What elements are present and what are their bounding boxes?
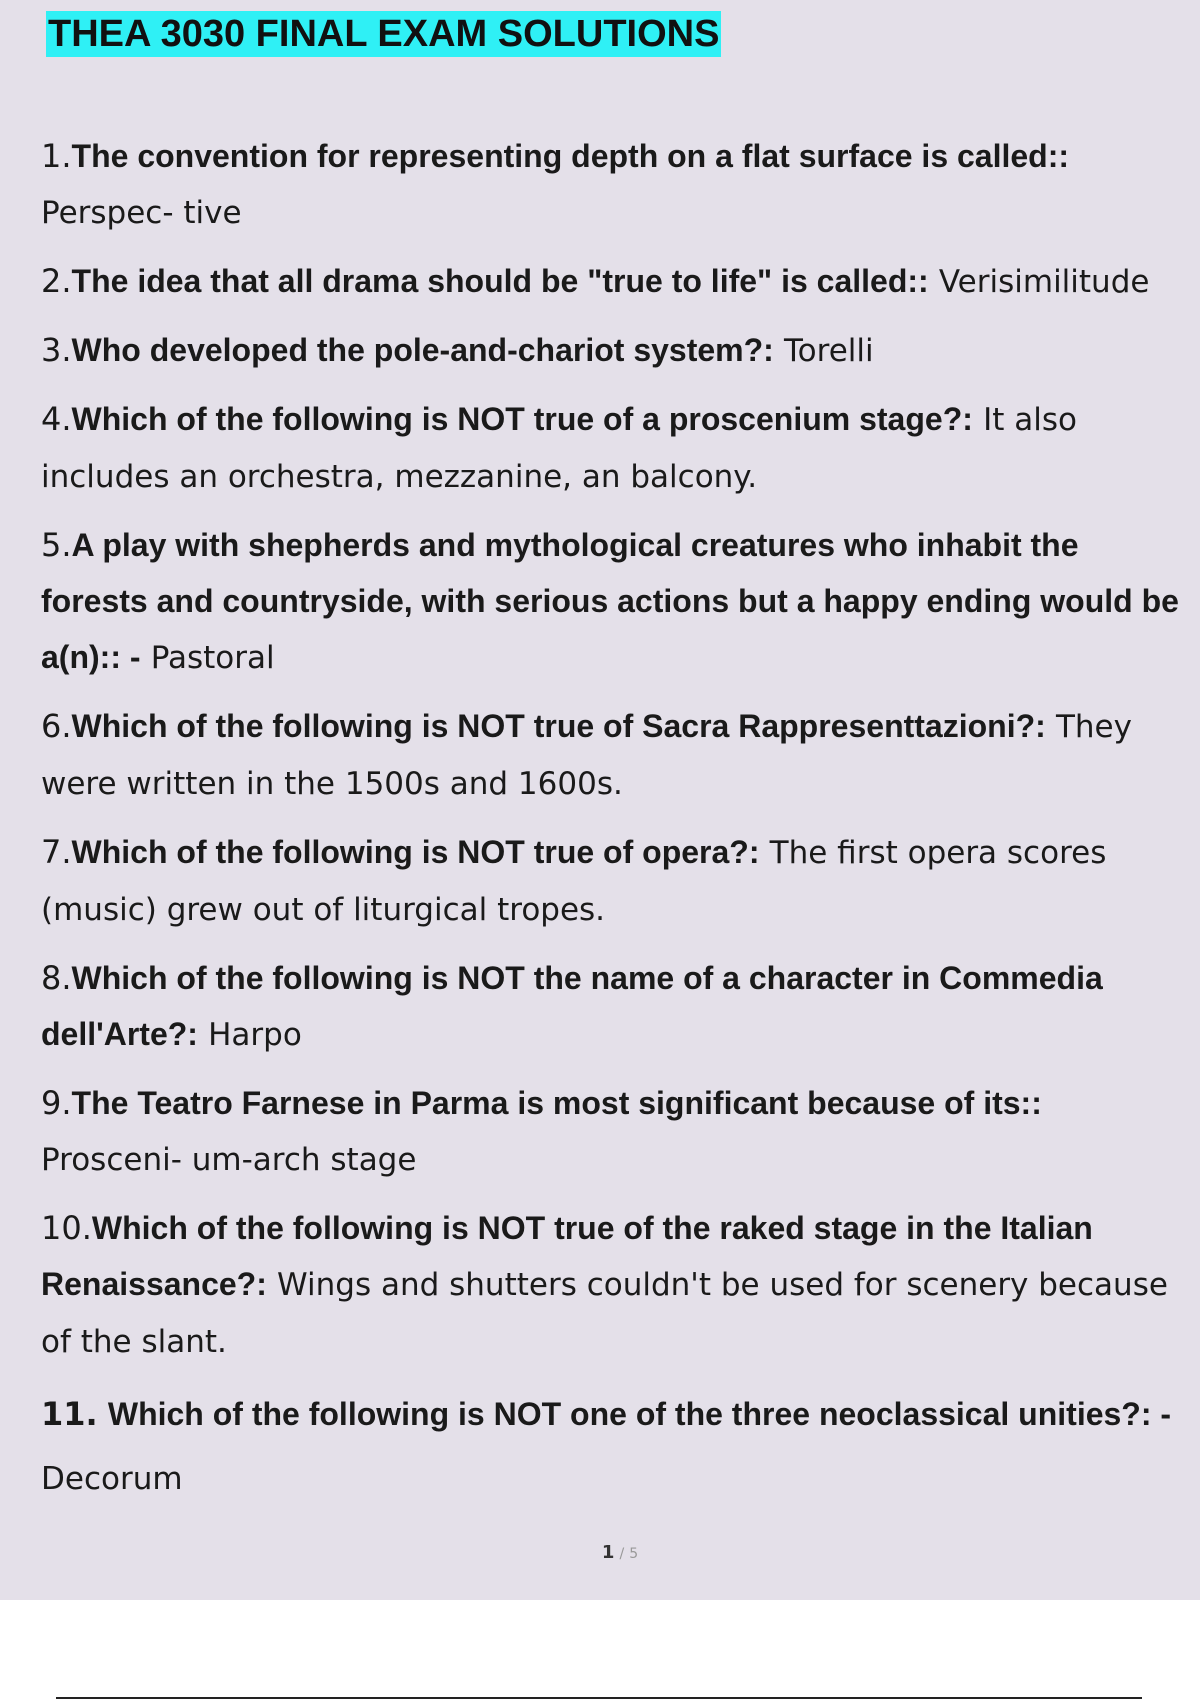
list-item: [41, 950, 1191, 1063]
answer-text: Pastoral: [150, 640, 275, 676]
list-item: [41, 824, 1191, 938]
page-divider-line: [56, 1697, 1142, 1699]
question-number: 6.: [41, 707, 72, 745]
question-number: 4.: [41, 400, 72, 438]
question-number: 3.: [41, 331, 72, 369]
current-page-number: 1: [601, 1542, 615, 1563]
page-separator: /: [619, 1546, 625, 1562]
answer-text: Harpo: [208, 1017, 302, 1053]
question-text: Who developed the pole-and-chariot system?:: [71, 332, 774, 368]
document-title: THEA 3030 FINAL EXAM SOLUTIONS: [48, 13, 720, 55]
question-text: A play with shepherds and mythological creatures who inhabit the forests and countryside, with serious actions but a happy ending would be a(n):: -: [41, 527, 1179, 675]
list-item: [41, 1075, 1191, 1188]
question-number: 9.: [41, 1084, 72, 1122]
question-text: The Teatro Farnese in Parma is most significant because of its::: [71, 1085, 1042, 1121]
question-text: Which of the following is NOT true of a proscenium stage?:: [71, 401, 973, 437]
answer-text: Wings and shutters couldn't be used for scenery because of the slant.: [41, 1267, 1168, 1360]
question-text: The convention for representing depth on a flat surface is called::: [71, 138, 1070, 174]
list-item: [41, 322, 1191, 379]
answer-text: Verisimilitude: [938, 264, 1150, 300]
question-text: The idea that all drama should be "true to life" is called::: [71, 263, 929, 299]
list-item: [41, 253, 1191, 310]
question-number: 11.: [41, 1395, 98, 1433]
question-number: 7.: [41, 833, 72, 871]
question-text: Which of the following is NOT true of opera?:: [71, 834, 760, 870]
question-list: [41, 128, 1191, 1523]
question-number: 8.: [41, 959, 72, 997]
question-text: Which of the following is NOT one of the three neoclassical unities?: -: [107, 1396, 1172, 1432]
question-number: 10.: [41, 1209, 92, 1247]
answer-text: Prosceni- um-arch stage: [41, 1142, 417, 1178]
total-pages: 5: [629, 1546, 639, 1562]
answer-text: Decorum: [41, 1461, 183, 1497]
list-item: [41, 391, 1191, 505]
list-item: [41, 517, 1191, 686]
question-text: Which of the following is NOT true of Sacra Rappresenttazioni?:: [71, 708, 1046, 744]
answer-text: The first opera scores (music) grew out of liturgical tropes.: [41, 835, 1107, 928]
list-item: [41, 1200, 1191, 1370]
question-number: 1.: [41, 137, 72, 175]
list-item: [41, 1382, 1191, 1511]
answer-text: Perspec- tive: [41, 195, 242, 231]
answer-text: Torelli: [784, 333, 874, 369]
list-item: [41, 128, 1191, 241]
list-item: [41, 698, 1191, 812]
page-indicator: [0, 1542, 1200, 1563]
question-text: Which of the following is NOT true of the raked stage in the Italian Renaissance?:: [41, 1210, 1093, 1302]
question-text: Which of the following is NOT the name of a character in Commedia dell'Arte?:: [41, 960, 1103, 1052]
question-number: 2.: [41, 262, 72, 300]
answer-text: It also includes an orchestra, mezzanine, an balcony.: [41, 402, 1077, 495]
question-number: 5.: [41, 526, 72, 564]
answer-text: They were written in the 1500s and 1600s.: [41, 709, 1132, 802]
